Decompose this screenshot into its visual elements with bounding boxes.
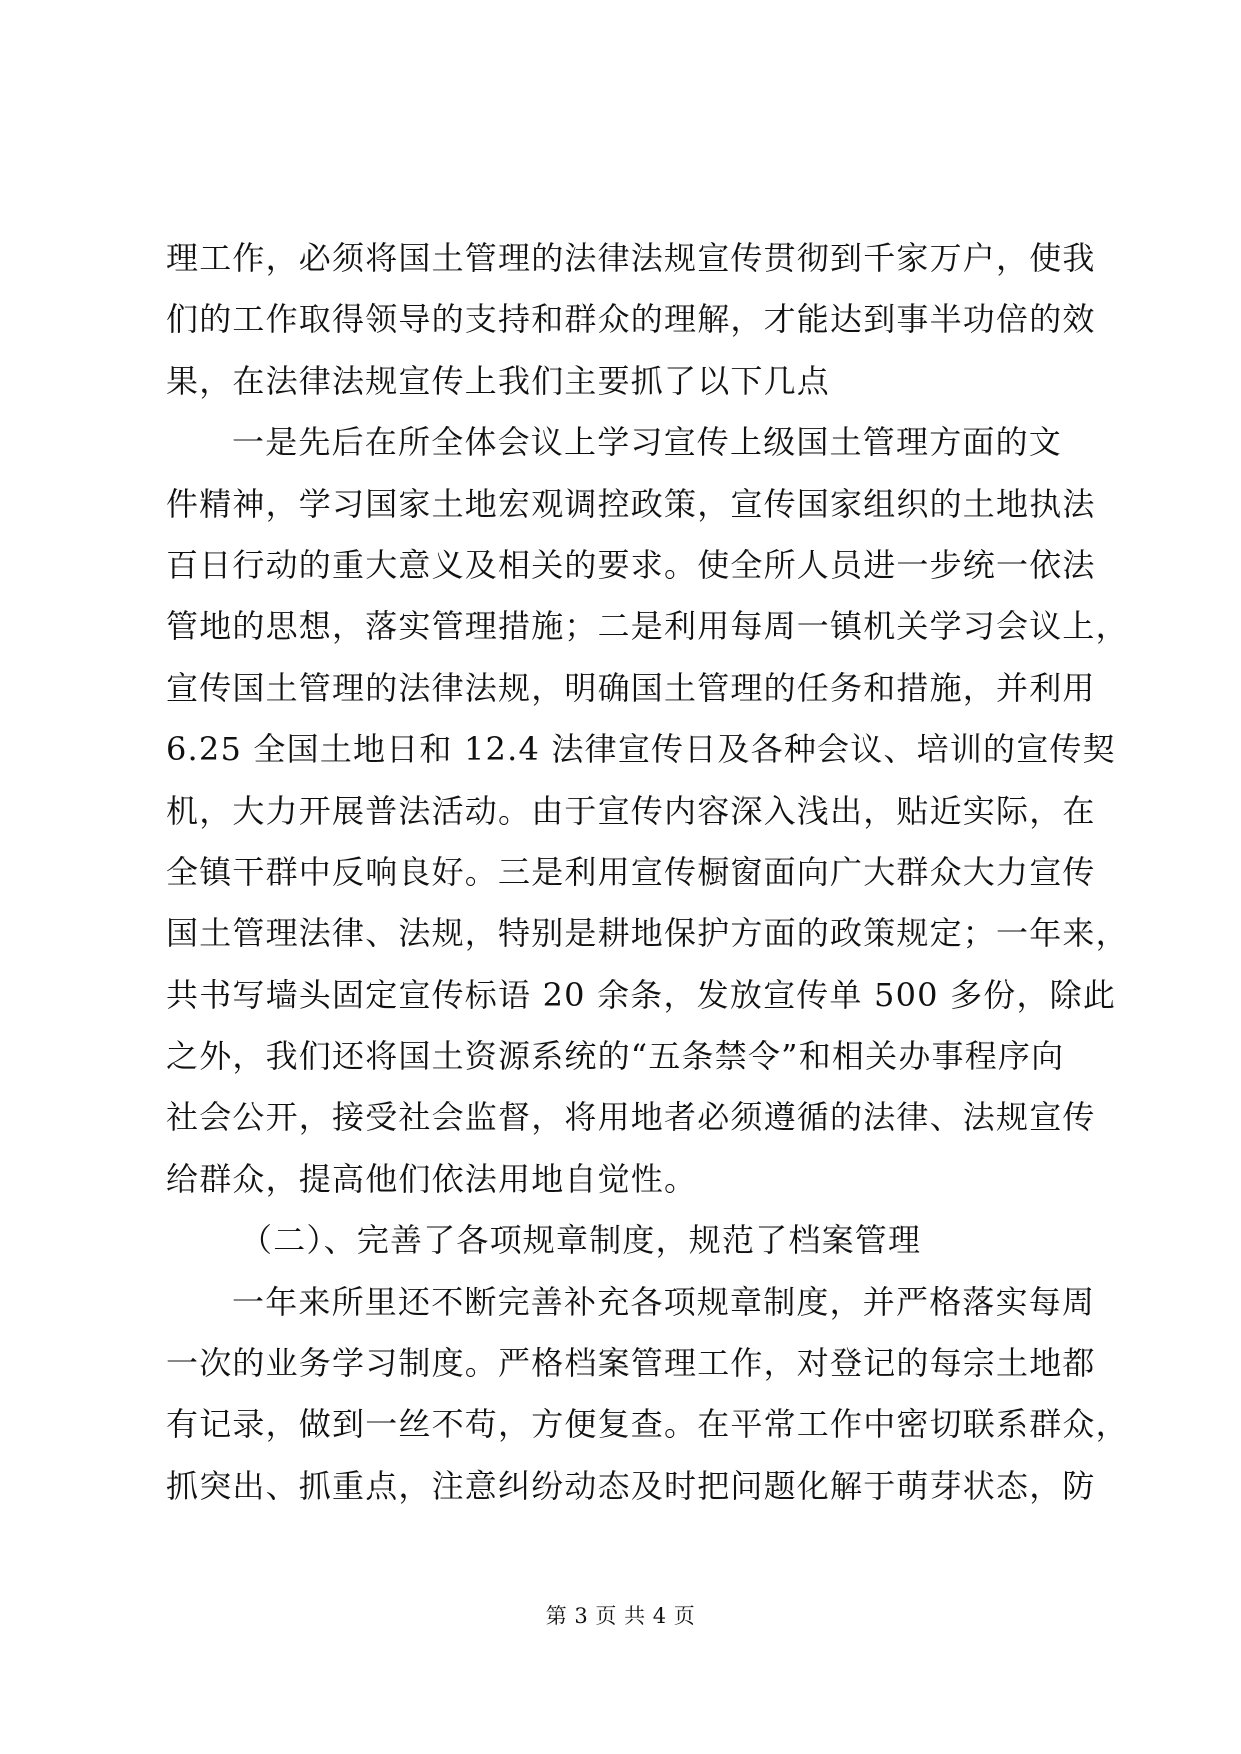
text-line: 理工作，必须将国土管理的法律法规宣传贯彻到千家万户，使我 <box>166 239 1096 277</box>
text-line: 果，在法律法规宣传上我们主要抓了以下几点 <box>166 361 831 400</box>
text-line: 共书写墙头固定宣传标语 20 余条，发放宣传单 500 多份，除此 <box>166 975 1117 1014</box>
text-line: 们的工作取得领导的支持和群众的理解，才能达到事半功倍的效 <box>166 300 1096 339</box>
text-line: 社会公开，接受社会监督，将用地者必须遵循的法律、法规宣传 <box>166 1098 1096 1137</box>
text-line: 管地的思想，落实管理措施；二是利用每周一镇机关学习会议上， <box>166 607 1129 646</box>
text-line: 一次的业务学习制度。严格档案管理工作，对登记的每宗土地都 <box>166 1344 1096 1383</box>
text-line: 全镇干群中反响良好。三是利用宣传橱窗面向广大群众大力宣传 <box>166 852 1096 891</box>
page-footer: 第 3 页 共 4 页 <box>545 1604 696 1628</box>
section-heading: （二）、完善了各项规章制度，规范了档案管理 <box>240 1221 922 1260</box>
text-line: 有记录，做到一丝不苟，方便复查。在平常工作中密切联系群众， <box>166 1405 1129 1444</box>
text-line: 6.25 全国土地日和 12.4 法律宣传日及各种会议、培训的宣传契 <box>166 730 1116 769</box>
text-line: 抓突出、抓重点，注意纠纷动态及时把问题化解于萌芽状态，防 <box>166 1466 1096 1505</box>
text-line: 国土管理法律、法规，特别是耕地保护方面的政策规定；一年来， <box>166 914 1129 953</box>
document-body <box>166 228 1129 1517</box>
text-line: 机，大力开展普法活动。由于宣传内容深入浅出，贴近实际，在 <box>166 791 1096 830</box>
text-line: 宣传国土管理的法律法规，明确国土管理的任务和措施，并利用 <box>166 668 1096 707</box>
text-line: 件精神，学习国家土地宏观调控政策，宣传国家组织的土地执法 <box>166 484 1096 523</box>
text-line: 之外，我们还将国土资源系统的“五条禁令”和相关办事程序向 <box>166 1037 1065 1076</box>
text-line: 百日行动的重大意义及相关的要求。使全所人员进一步统一依法 <box>166 545 1096 584</box>
paragraph-first-line: 一年来所里还不断完善补充各项规章制度，并严格落实每周 <box>232 1282 1096 1321</box>
paragraph-first-line: 一是先后在所全体会议上学习宣传上级国土管理方面的文 <box>232 423 1063 462</box>
text-line: 给群众，提高他们依法用地自觉性。 <box>166 1159 698 1198</box>
